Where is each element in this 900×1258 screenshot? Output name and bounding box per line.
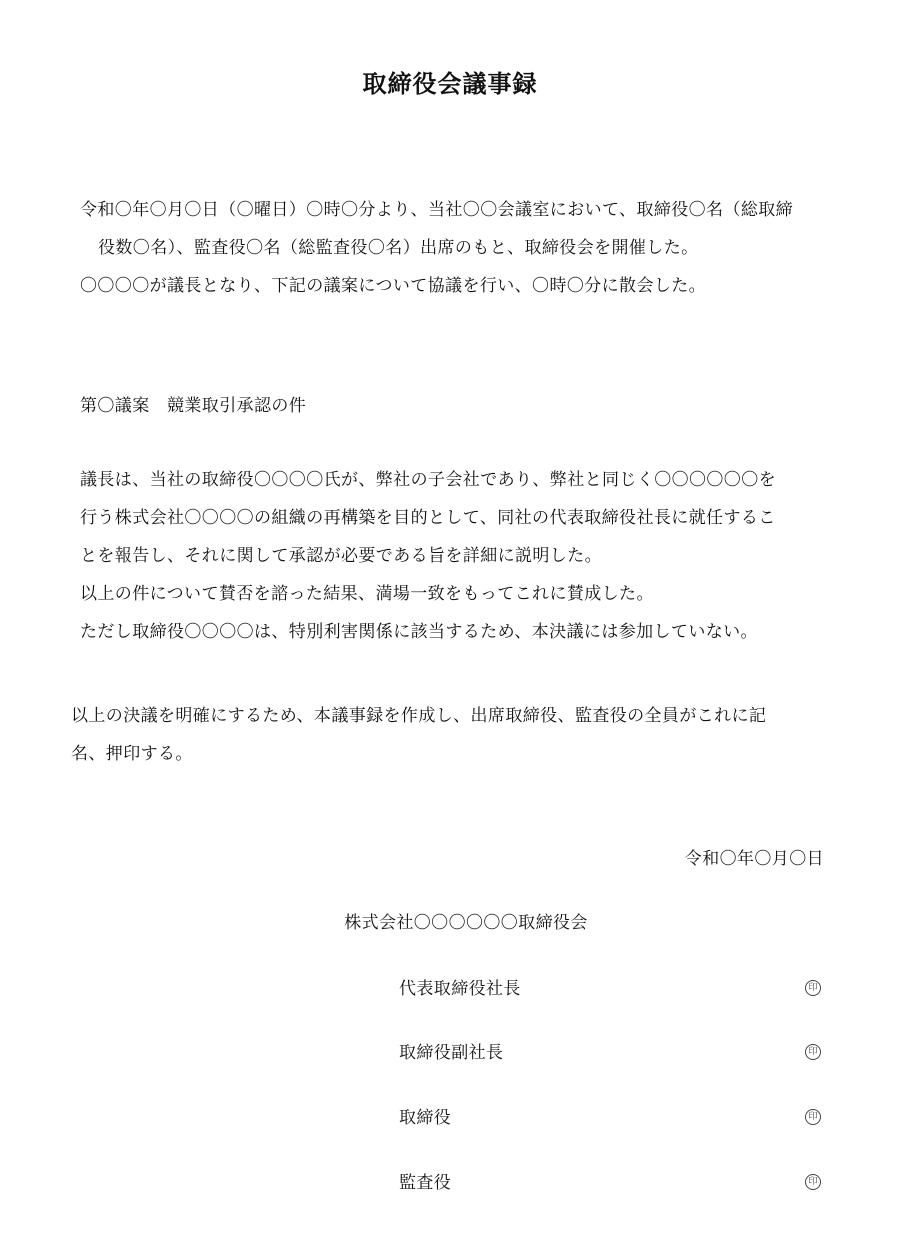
- seal-icon: 印: [805, 1174, 821, 1190]
- agenda-body-line-3: とを報告し、それに関して承認が必要である旨を詳細に説明した。: [80, 546, 602, 566]
- agenda-body-line-2: 行う株式会社〇〇〇〇の組織の再構築を目的として、同社の代表取締役社長に就任するこ: [80, 508, 776, 528]
- signatory-role: 代表取締役社長: [399, 979, 521, 999]
- signature-row: [399, 972, 829, 1006]
- signature-row: [399, 1166, 829, 1200]
- agenda-body-line-1: 議長は、当社の取締役〇〇〇〇氏が、弊社の子会社であり、弊社と同じく〇〇〇〇〇〇を: [80, 470, 776, 490]
- signatory-role: 取締役: [399, 1108, 452, 1128]
- closing-line-1: 以上の決議を明確にするため、本議事録を作成し、出席取締役、監査役の全員がこれに記: [71, 706, 767, 726]
- agenda-body-line-4: 以上の件について賛否を諮った結果、満場一致をもってこれに賛成した。: [80, 584, 654, 604]
- intro-line-1: 令和〇年〇月〇日（〇曜日）〇時〇分より、当社〇〇会議室において、取締役〇名（総取締: [80, 200, 794, 220]
- seal-icon: 印: [805, 1109, 821, 1125]
- company-name: 株式会社〇〇〇〇〇〇取締役会: [344, 913, 588, 933]
- signatory-role: 監査役: [399, 1173, 452, 1193]
- agenda-title: 第〇議案 競業取引承認の件: [80, 396, 307, 416]
- signature-row: [399, 1036, 829, 1070]
- document-date: 令和〇年〇月〇日: [684, 849, 824, 869]
- document-title: 取締役会議事録: [362, 70, 538, 98]
- signatory-role: 取締役副社長: [399, 1043, 504, 1063]
- closing-line-2: 名、押印する。: [71, 744, 193, 764]
- intro-line-2: 役数〇名）、監査役〇名（総監査役〇名）出席のもと、取締役会を開催した。: [98, 238, 699, 258]
- agenda-body-line-5: ただし取締役〇〇〇〇は、特別利害関係に該当するため、本決議には参加していない。: [80, 622, 758, 642]
- intro-line-3: 〇〇〇〇が議長となり、下記の議案について協議を行い、〇時〇分に散会した。: [80, 276, 707, 296]
- signature-row: [399, 1101, 829, 1135]
- seal-icon: 印: [805, 980, 821, 996]
- seal-icon: 印: [805, 1044, 821, 1060]
